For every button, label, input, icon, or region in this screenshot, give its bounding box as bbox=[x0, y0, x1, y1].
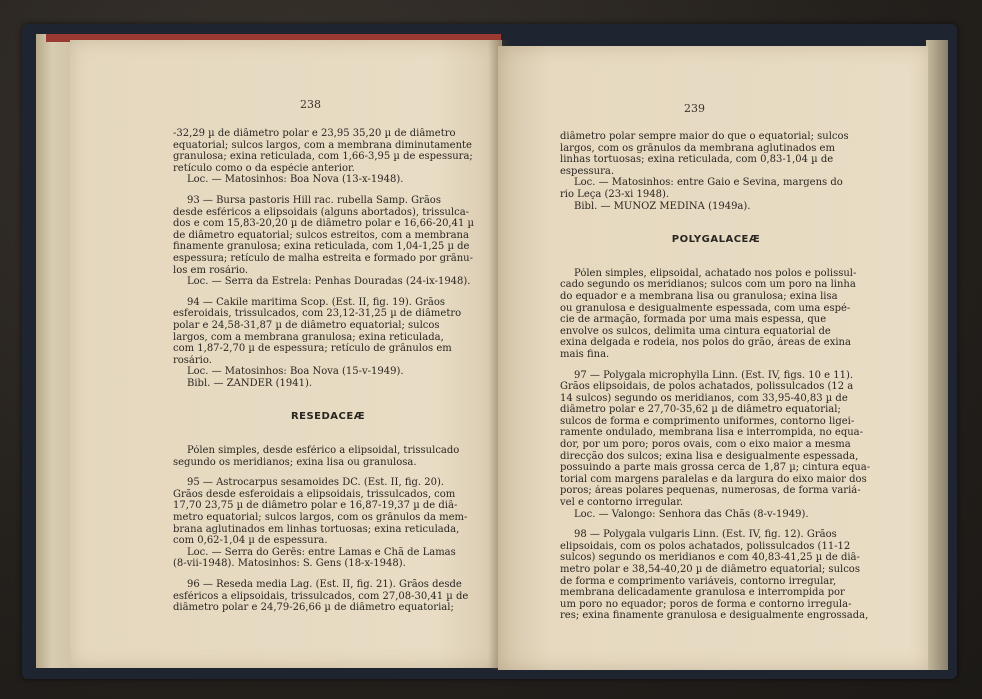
text-line: dos e com 15,83-20,20 µ de diâmetro polar e 16,66-20,41 µ bbox=[173, 218, 475, 230]
text-line: espessura; retículo de malha estreita e formado por grânu- bbox=[173, 252, 473, 264]
text-line: Loc. — Serra do Gerês: entre Lamas e Chã de Lamas bbox=[187, 546, 456, 558]
text-line: Bibl. — ZANDER (1941). bbox=[187, 377, 313, 389]
spacer bbox=[560, 212, 872, 234]
text-line: granulosa; exina reticulada, com 1,66-3,95 µ de espessura; bbox=[173, 151, 473, 163]
text-line: de forma e comprimento variáveis, contorno irregular, bbox=[560, 575, 837, 587]
page-number-left: 238 bbox=[300, 98, 321, 111]
text-line: possuindo a parte mais grossa cerca de 1,87 µ; cintura equa- bbox=[560, 462, 871, 474]
text-line: metro equatorial; sulcos largos, com os grânulos da mem- bbox=[173, 512, 468, 524]
text-line: diâmetro polar e 24,79-26,66 µ de diâmetro equatorial; bbox=[173, 602, 454, 614]
text-line: (8-vii-1948). Matosinhos: S. Gens (18-x-1948). bbox=[173, 558, 406, 570]
spacer bbox=[173, 570, 483, 579]
text-line: elipsoidais, com os polos achatados, polissulcados (11-12 bbox=[560, 540, 851, 552]
text-line: ramente ondulado, membrana lisa e interrompida, no equa- bbox=[560, 427, 864, 439]
text-line: Loc. — Valongo: Senhora das Chãs (8-v-1949). bbox=[574, 508, 809, 520]
spacer bbox=[560, 361, 872, 370]
text-line: finamente granulosa; exina reticulada, com 1,04-1,25 µ de bbox=[173, 241, 470, 253]
text-line: mais fina. bbox=[560, 348, 610, 360]
text-line: membrana delicadamente granulosa e interrompida por bbox=[560, 587, 845, 599]
text-line: 95 — Astrocarpus sesamoides DC. (Est. II, fig. 20). bbox=[187, 477, 445, 489]
text-line: Pólen simples, elipsoidal, achatado nos polos e polissul- bbox=[574, 267, 857, 279]
spacer bbox=[560, 246, 872, 268]
text-line: Pólen simples, desde esférico a elipsoidal, trissulcado bbox=[187, 445, 460, 457]
text-line: 97 — Polygala microphylla Linn. (Est. IV, figs. 10 e 11). bbox=[574, 369, 854, 381]
text-line: exina delgada e rodeia, nos polos do grão, áreas de exina bbox=[560, 337, 851, 349]
text-line: cado segundo os meridianos; sulcos com um poro na linha bbox=[560, 279, 856, 291]
text-line: 98 — Polygala vulgaris Linn. (Est. IV, fig. 12). Grãos bbox=[574, 529, 837, 541]
text-line: rio Leça (23-xi 1948). bbox=[560, 188, 670, 200]
section-heading: RESEDACEÆ bbox=[290, 411, 366, 423]
text-line: torial com margens paralelas e da largura do eixo maior dos bbox=[560, 473, 867, 485]
text-line: 17,70 23,75 µ de diâmetro polar e 16,87-19,37 µ de diâ- bbox=[173, 500, 458, 512]
spacer bbox=[173, 288, 483, 297]
text-line: Bibl. — MUÑOZ MEDINA (1949a). bbox=[574, 200, 751, 212]
text-line: res; exina finamente granulosa e desigualmente engrossada, bbox=[560, 610, 869, 622]
text-line: Loc. — Matosinhos: Boa Nova (13-x-1948). bbox=[187, 174, 404, 186]
text-line: brana aglutinados em linhas tortuosas; exina reticulada, bbox=[173, 523, 460, 535]
text-line: largos, com os grânulos da membrana aglutinados em bbox=[560, 142, 835, 154]
text-line: com 1,87-2,70 µ de espessura; retículo de grânulos em bbox=[173, 343, 452, 355]
spacer bbox=[173, 389, 483, 411]
text-line: esferoidais, trissulcados, com 23,12-31,25 µ de diâmetro bbox=[173, 308, 462, 320]
text-line: -32,29 µ de diâmetro polar e 23,95 35,20 µ de diâmetro bbox=[173, 128, 456, 139]
text-line: linhas tortuosas; exina reticulada, com 0,83-1,04 µ de bbox=[560, 154, 834, 166]
text-line: de diâmetro equatorial; sulcos estreitos, com a membrana bbox=[173, 229, 469, 241]
text-line: 96 — Reseda media Lag. (Est. II, fig. 21). Grãos desde bbox=[187, 579, 462, 590]
page-number-right: 239 bbox=[684, 102, 705, 115]
text-line: cie de armação, formada por uma mais espessa, que bbox=[560, 314, 827, 326]
text-line: Loc. — Matosinhos: entre Gaio e Sevina, margens do bbox=[574, 177, 843, 189]
text-line: sulcos) segundo os meridianos e com 40,83-41,25 µ de diâ- bbox=[560, 552, 860, 564]
text-line: diâmetro polar e 27,70-35,62 µ de diâmetro equatorial; bbox=[560, 404, 841, 416]
text-line: um poro no equador; poros de forma e contorno irregula- bbox=[560, 598, 852, 610]
text-line: diâmetro polar sempre maior do que o equatorial; sulcos bbox=[560, 131, 849, 142]
spacer bbox=[173, 186, 483, 195]
text-line: los em rosário. bbox=[173, 264, 249, 276]
text-line: poros; áreas polares pequenas, numerosas, de forma variá- bbox=[560, 485, 861, 497]
text-line: retículo como o da espécie anterior. bbox=[173, 162, 355, 174]
text-line: direcção dos sulcos; exina lisa e desigualmente espessada, bbox=[560, 450, 859, 462]
text-line: Grãos desde esferoidais a elipsoidais, trissulcados, com bbox=[173, 488, 456, 500]
text-line: do equador e a membrana lisa ou granulosa; exina lisa bbox=[560, 290, 838, 302]
text-line: esféricos a elipsoidais, trissulcados, com 27,08-30,41 µ de bbox=[173, 590, 469, 602]
text-line: equatorial; sulcos largos, com a membrana diminutamente bbox=[173, 139, 472, 151]
text-line: largos, com a membrana granulosa; exina reticulada, bbox=[173, 331, 444, 343]
text-line: segundo os meridianos; exina lisa ou granulosa. bbox=[173, 456, 417, 468]
right-page-text bbox=[560, 131, 872, 622]
page-stack-right bbox=[926, 40, 948, 670]
text-line: desde esféricos a elipsoidais (alguns abortados), trissulca- bbox=[173, 206, 470, 218]
text-line: envolve os sulcos, delimita uma cintura equatorial de bbox=[560, 325, 831, 337]
text-line: polar e 24,58-31,87 µ de diâmetro equatorial; sulcos bbox=[173, 319, 440, 331]
section-heading: POLYGALACEÆ bbox=[671, 234, 761, 246]
spacer bbox=[173, 468, 483, 477]
text-line: Grãos elipsoidais, de polos achatados, polissulcados (12 a bbox=[560, 381, 854, 393]
text-line: rosário. bbox=[173, 354, 212, 366]
text-line: 93 — Bursa pastoris Hill rac. rubella Samp. Grãos bbox=[187, 194, 441, 206]
left-page bbox=[70, 40, 502, 668]
text-line: metro polar e 38,54-40,20 µ de diâmetro equatorial; sulcos bbox=[560, 564, 860, 575]
text-line: Loc. — Matosinhos: Boa Nova (15-v-1949). bbox=[187, 366, 404, 378]
text-line: espessura. bbox=[560, 165, 614, 177]
text-line: 14 sulcos) segundo os meridianos, com 33,95-40,83 µ de bbox=[560, 392, 848, 404]
text-line: Loc. — Serra da Estrela: Penhas Douradas (24-ix-1948). bbox=[187, 276, 471, 288]
spacer bbox=[173, 423, 483, 445]
text-line: com 0,62-1,04 µ de espessura. bbox=[173, 535, 328, 547]
left-page-text bbox=[173, 128, 483, 614]
text-line: 94 — Cakile maritima Scop. (Est. II, fig. 19). Grãos bbox=[187, 296, 446, 308]
text-line: ou granulosa e desigualmente espessada, com uma espé- bbox=[560, 302, 851, 314]
text-line: vel e contorno irregular. bbox=[560, 497, 684, 509]
text-line: sulcos de forma e comprimento uniformes, contorno ligei- bbox=[560, 415, 855, 427]
spacer bbox=[560, 520, 872, 529]
right-page bbox=[498, 46, 928, 670]
text-line: dor, por um poro; poros ovais, com o eixo maior a mesma bbox=[560, 439, 851, 451]
